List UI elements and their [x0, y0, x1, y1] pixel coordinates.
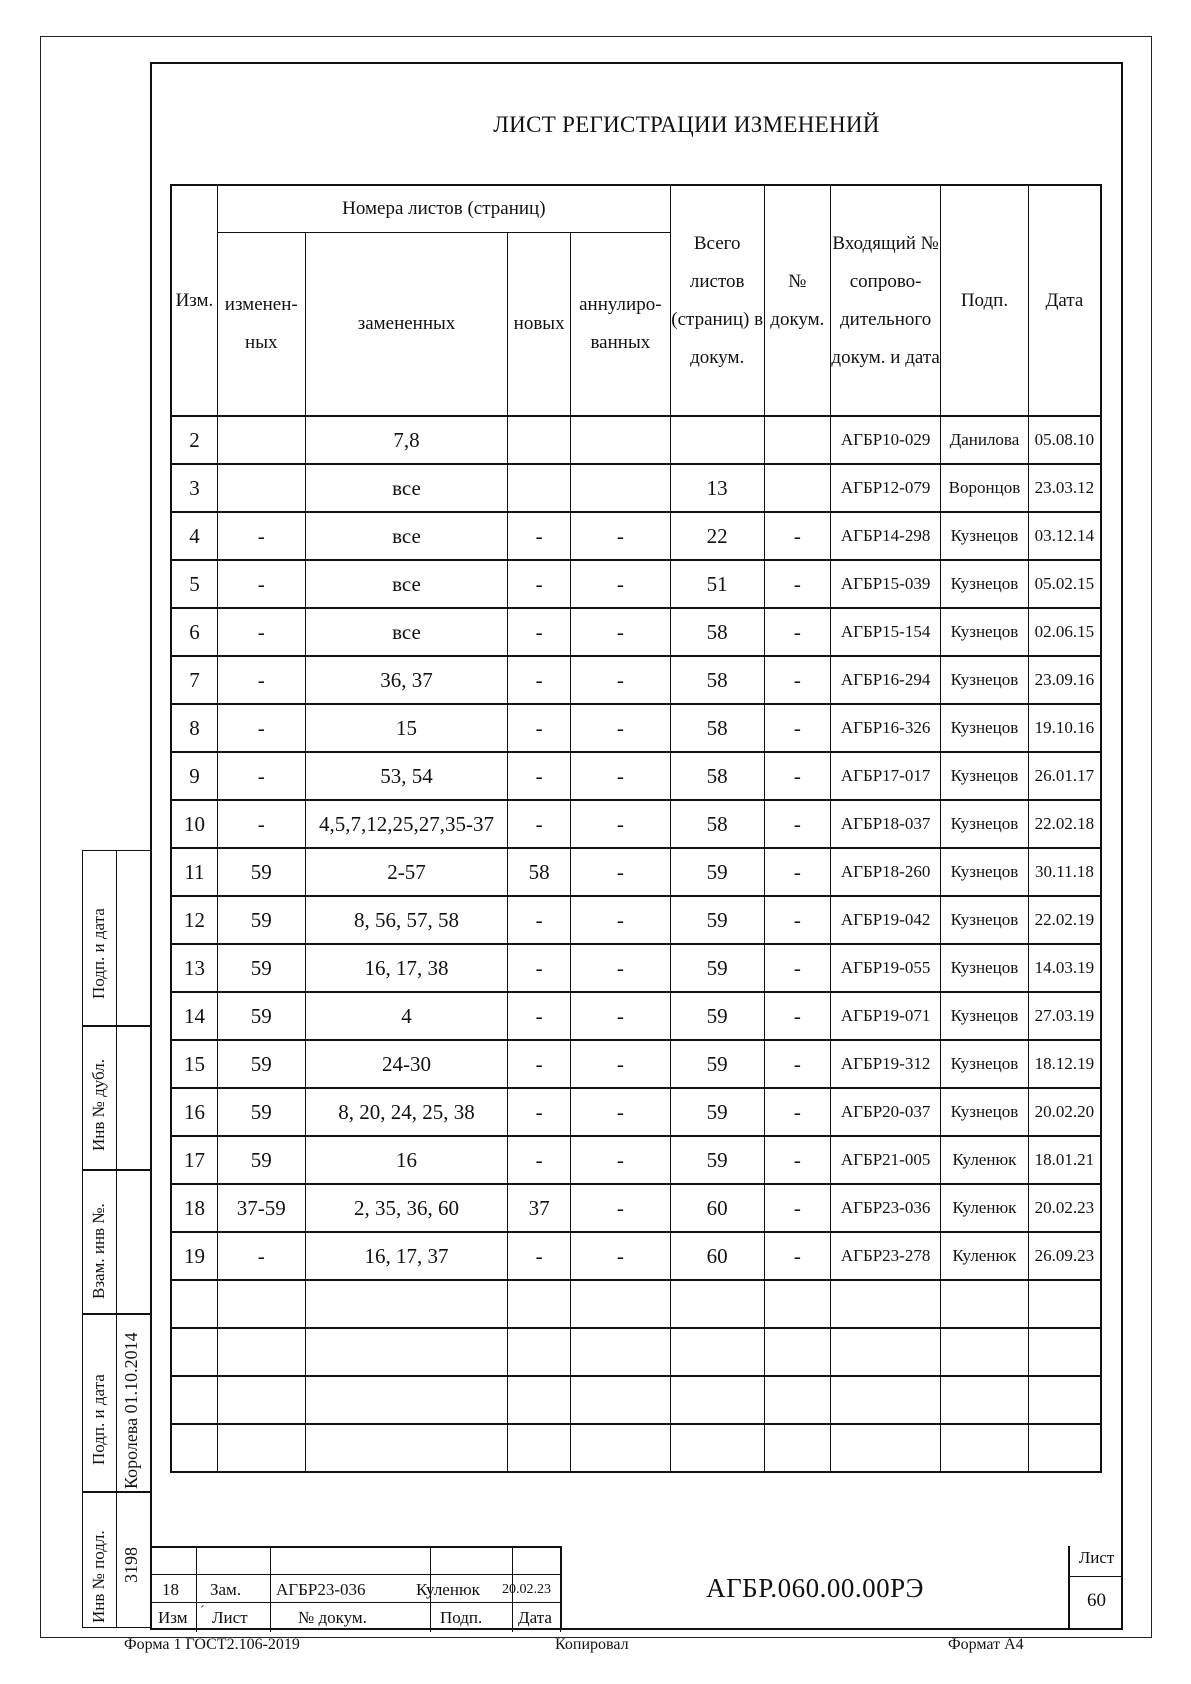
cell-changed: -	[217, 608, 305, 656]
sheet-label: Лист	[1078, 1548, 1115, 1567]
cell-annulled	[570, 1424, 670, 1472]
cell-new: -	[508, 944, 571, 992]
side-label-podp-data-top: Подп. и дата	[89, 908, 108, 999]
cell-date: 19.10.16	[1028, 704, 1101, 752]
cell-replaced: 8, 20, 24, 25, 38	[305, 1088, 508, 1136]
cell-docnum	[764, 416, 831, 464]
cell-incoming: АГБР15-154	[831, 608, 941, 656]
cell-incoming	[831, 1280, 941, 1328]
header-docnum: № докум.	[764, 185, 831, 416]
cell-changed: -	[217, 704, 305, 752]
side-label-podp-data-bottom: Подп. и дата	[89, 1374, 108, 1465]
cell-new: -	[508, 512, 571, 560]
cell-docnum: -	[764, 512, 831, 560]
sheet-number: 60	[1087, 1590, 1106, 1611]
cell-date: 20.02.20	[1028, 1088, 1101, 1136]
cell-replaced: 16	[305, 1136, 508, 1184]
cell-incoming	[831, 1328, 941, 1376]
cell-docnum: -	[764, 1184, 831, 1232]
cell-docnum	[764, 1328, 831, 1376]
cell-changed: 59	[217, 896, 305, 944]
header-incoming: Входящий № сопрово-дительного докум. и дата	[831, 185, 941, 416]
cell-total	[670, 1328, 764, 1376]
cell-incoming	[831, 1424, 941, 1472]
cell-izm: 6	[171, 608, 217, 656]
cell-docnum: -	[764, 1040, 831, 1088]
header-changed: изменен-ных	[217, 233, 305, 417]
cell-docnum: -	[764, 560, 831, 608]
cell-izm: 7	[171, 656, 217, 704]
cell-izm: 15	[171, 1040, 217, 1088]
cell-incoming	[831, 1376, 941, 1424]
cell-incoming: АГБР19-055	[831, 944, 941, 992]
cell-annulled: -	[570, 1040, 670, 1088]
cell-annulled: -	[570, 944, 670, 992]
cell-annulled: -	[570, 992, 670, 1040]
cell-new: -	[508, 656, 571, 704]
cell-new: -	[508, 1136, 571, 1184]
page-title: ЛИСТ РЕГИСТРАЦИИ ИЗМЕНЕНИЙ	[493, 112, 880, 137]
table-row	[171, 560, 1101, 608]
cell-changed	[217, 464, 305, 512]
side-label-inv-podl: Инв № подл.	[89, 1530, 108, 1623]
cell-sign	[941, 1328, 1029, 1376]
cell-izm: 9	[171, 752, 217, 800]
cell-new: -	[508, 560, 571, 608]
cell-replaced: все	[305, 560, 508, 608]
cell-annulled	[570, 1280, 670, 1328]
header-izm: Изм.	[171, 185, 217, 416]
table-row	[171, 752, 1101, 800]
cell-date: 26.01.17	[1028, 752, 1101, 800]
cell-incoming: АГБР23-278	[831, 1232, 941, 1280]
cell-sign: Кузнецов	[941, 896, 1029, 944]
cell-docnum	[764, 464, 831, 512]
cell-total: 22	[670, 512, 764, 560]
cell-date: 23.03.12	[1028, 464, 1101, 512]
tb-date-label: Дата	[518, 1608, 552, 1627]
cell-sign: Кузнецов	[941, 512, 1029, 560]
cell-new: -	[508, 704, 571, 752]
cell-izm: 18	[171, 1184, 217, 1232]
cell-docnum: -	[764, 704, 831, 752]
change-registration-table	[170, 184, 1102, 1473]
tb-list-label: Лист	[212, 1608, 248, 1627]
cell-new: -	[508, 1232, 571, 1280]
title-block	[150, 1546, 1123, 1630]
cell-new: -	[508, 1040, 571, 1088]
footer-form: Форма 1 ГОСТ2.106-2019	[124, 1636, 300, 1653]
cell-sign: Кузнецов	[941, 1040, 1029, 1088]
cell-izm: 13	[171, 944, 217, 992]
cell-annulled: -	[570, 752, 670, 800]
cell-changed: -	[217, 752, 305, 800]
cell-annulled: -	[570, 1184, 670, 1232]
cell-date: 14.03.19	[1028, 944, 1101, 992]
cell-sign: Кузнецов	[941, 752, 1029, 800]
cell-sign: Воронцов	[941, 464, 1029, 512]
cell-annulled	[570, 1328, 670, 1376]
cell-date: 20.02.23	[1028, 1184, 1101, 1232]
cell-replaced: 16, 17, 38	[305, 944, 508, 992]
cell-incoming: АГБР16-294	[831, 656, 941, 704]
cell-new: 58	[508, 848, 571, 896]
tb-sign-value: Куленюк	[416, 1580, 480, 1599]
cell-date: 03.12.14	[1028, 512, 1101, 560]
table-row	[171, 656, 1101, 704]
cell-new: 37	[508, 1184, 571, 1232]
cell-replaced: 24-30	[305, 1040, 508, 1088]
cell-date: 22.02.18	[1028, 800, 1101, 848]
cell-incoming: АГБР10-029	[831, 416, 941, 464]
table-row	[171, 1184, 1101, 1232]
cell-izm: 16	[171, 1088, 217, 1136]
cell-changed: -	[217, 656, 305, 704]
cell-replaced: 4	[305, 992, 508, 1040]
cell-date: 26.09.23	[1028, 1232, 1101, 1280]
cell-izm	[171, 1376, 217, 1424]
cell-sign: Кузнецов	[941, 1088, 1029, 1136]
cell-total: 59	[670, 944, 764, 992]
cell-docnum: -	[764, 992, 831, 1040]
cell-total	[670, 1424, 764, 1472]
cell-replaced: 53, 54	[305, 752, 508, 800]
cell-docnum	[764, 1424, 831, 1472]
cell-docnum: -	[764, 1136, 831, 1184]
cell-izm: 4	[171, 512, 217, 560]
cell-new: -	[508, 1088, 571, 1136]
cell-replaced: 15	[305, 704, 508, 752]
footer-format: Формат А4	[948, 1636, 1024, 1653]
cell-annulled: -	[570, 704, 670, 752]
cell-sign	[941, 1424, 1029, 1472]
header-sign: Подп.	[941, 185, 1029, 416]
cell-annulled: -	[570, 1232, 670, 1280]
cell-docnum	[764, 1376, 831, 1424]
cell-new	[508, 416, 571, 464]
side-value-podp-data: Королева 01.10.2014	[121, 1332, 141, 1489]
cell-new	[508, 1328, 571, 1376]
cell-docnum: -	[764, 608, 831, 656]
cell-date: 18.01.21	[1028, 1136, 1101, 1184]
tb-sign-label: Подп.	[440, 1608, 483, 1627]
table-row	[171, 1232, 1101, 1280]
cell-izm: 19	[171, 1232, 217, 1280]
cell-date: 05.02.15	[1028, 560, 1101, 608]
cell-docnum: -	[764, 896, 831, 944]
cell-docnum: -	[764, 752, 831, 800]
cell-date: 18.12.19	[1028, 1040, 1101, 1088]
header-new: новых	[508, 233, 571, 417]
tb-date-value: 20.02.23	[502, 1582, 551, 1597]
cell-sign	[941, 1376, 1029, 1424]
header-annulled: аннулиро-ванных	[570, 233, 670, 417]
cell-changed: -	[217, 512, 305, 560]
table-row	[171, 800, 1101, 848]
cell-annulled: -	[570, 560, 670, 608]
cell-total: 60	[670, 1184, 764, 1232]
cell-annulled: -	[570, 1088, 670, 1136]
cell-changed	[217, 1280, 305, 1328]
table-row	[171, 1040, 1101, 1088]
cell-sign: Кузнецов	[941, 992, 1029, 1040]
cell-incoming: АГБР15-039	[831, 560, 941, 608]
cell-total: 51	[670, 560, 764, 608]
cell-new	[508, 1424, 571, 1472]
cell-total: 58	[670, 704, 764, 752]
tb-list-value: Зам.	[210, 1580, 242, 1599]
cell-new: -	[508, 752, 571, 800]
table-row	[171, 608, 1101, 656]
cell-sign: Кузнецов	[941, 704, 1029, 752]
cell-changed: 59	[217, 992, 305, 1040]
table-row	[171, 1088, 1101, 1136]
cell-sign: Куленюк	[941, 1136, 1029, 1184]
cell-incoming: АГБР19-312	[831, 1040, 941, 1088]
table-row	[171, 1328, 1101, 1376]
cell-incoming: АГБР20-037	[831, 1088, 941, 1136]
cell-sign: Кузнецов	[941, 656, 1029, 704]
table-row	[171, 512, 1101, 560]
cell-date: 23.09.16	[1028, 656, 1101, 704]
header-total: Всего листов (страниц) в докум.	[670, 185, 764, 416]
table-row	[171, 1376, 1101, 1424]
cell-new: -	[508, 800, 571, 848]
cell-new: -	[508, 608, 571, 656]
cell-annulled: -	[570, 1136, 670, 1184]
cell-changed	[217, 1376, 305, 1424]
table-row	[171, 1280, 1101, 1328]
cell-date	[1028, 1376, 1101, 1424]
cell-izm	[171, 1328, 217, 1376]
cell-izm: 2	[171, 416, 217, 464]
cell-total	[670, 1376, 764, 1424]
cell-docnum: -	[764, 1088, 831, 1136]
header-replaced: замененных	[305, 233, 508, 417]
cell-total: 59	[670, 896, 764, 944]
cell-total: 59	[670, 1040, 764, 1088]
cell-changed	[217, 1328, 305, 1376]
cell-annulled: -	[570, 608, 670, 656]
cell-incoming: АГБР14-298	[831, 512, 941, 560]
header-date: Дата	[1028, 185, 1101, 416]
cell-sign: Куленюк	[941, 1232, 1029, 1280]
cell-replaced: 4,5,7,12,25,27,35-37	[305, 800, 508, 848]
cell-changed: -	[217, 1232, 305, 1280]
cell-new	[508, 1280, 571, 1328]
cell-replaced: 8, 56, 57, 58	[305, 896, 508, 944]
cell-docnum: -	[764, 656, 831, 704]
cell-replaced: 2-57	[305, 848, 508, 896]
cell-replaced: 16, 17, 37	[305, 1232, 508, 1280]
table-row	[171, 896, 1101, 944]
cell-incoming: АГБР17-017	[831, 752, 941, 800]
cell-izm	[171, 1424, 217, 1472]
cell-annulled: -	[570, 848, 670, 896]
side-label-inv-dubl: Инв № дубл.	[89, 1058, 108, 1151]
table-row	[171, 464, 1101, 512]
cell-total: 60	[670, 1232, 764, 1280]
cell-changed: -	[217, 560, 305, 608]
cell-total	[670, 1280, 764, 1328]
footer-copied: Копировал	[555, 1636, 629, 1653]
cell-changed: 59	[217, 1136, 305, 1184]
cell-changed: 59	[217, 848, 305, 896]
cell-annulled: -	[570, 800, 670, 848]
table-row	[171, 1424, 1101, 1472]
cell-izm: 12	[171, 896, 217, 944]
cell-date	[1028, 1328, 1101, 1376]
cell-annulled	[570, 416, 670, 464]
cell-sign: Кузнецов	[941, 800, 1029, 848]
cell-changed	[217, 1424, 305, 1472]
cell-changed: 37-59	[217, 1184, 305, 1232]
cell-changed: 59	[217, 1040, 305, 1088]
side-value-inv-podl: 3198	[121, 1547, 141, 1583]
cell-incoming: АГБР19-042	[831, 896, 941, 944]
cell-izm	[171, 1280, 217, 1328]
tb-doc-label: № докум.	[298, 1608, 367, 1627]
cell-total: 58	[670, 752, 764, 800]
cell-date: 27.03.19	[1028, 992, 1101, 1040]
cell-docnum: -	[764, 944, 831, 992]
cell-changed	[217, 416, 305, 464]
cell-incoming: АГБР12-079	[831, 464, 941, 512]
cell-total	[670, 416, 764, 464]
cell-incoming: АГБР19-071	[831, 992, 941, 1040]
cell-total: 59	[670, 848, 764, 896]
cell-izm: 17	[171, 1136, 217, 1184]
tb-tick: ´	[200, 1604, 205, 1619]
cell-sign: Данилова	[941, 416, 1029, 464]
cell-new: -	[508, 992, 571, 1040]
cell-new	[508, 1376, 571, 1424]
cell-incoming: АГБР21-005	[831, 1136, 941, 1184]
cell-annulled: -	[570, 512, 670, 560]
cell-date	[1028, 1280, 1101, 1328]
cell-sign	[941, 1280, 1029, 1328]
cell-total: 13	[670, 464, 764, 512]
cell-sign: Кузнецов	[941, 560, 1029, 608]
tb-izm-value: 18	[162, 1580, 179, 1599]
cell-total: 59	[670, 1136, 764, 1184]
cell-docnum: -	[764, 848, 831, 896]
cell-izm: 11	[171, 848, 217, 896]
title-block-grid	[150, 1546, 562, 1630]
table-row	[171, 992, 1101, 1040]
cell-incoming: АГБР16-326	[831, 704, 941, 752]
cell-annulled	[570, 1376, 670, 1424]
table-row	[171, 848, 1101, 896]
cell-sign: Кузнецов	[941, 608, 1029, 656]
cell-sign: Куленюк	[941, 1184, 1029, 1232]
cell-changed: -	[217, 800, 305, 848]
cell-izm: 5	[171, 560, 217, 608]
cell-annulled: -	[570, 656, 670, 704]
cell-new: -	[508, 896, 571, 944]
cell-replaced: все	[305, 464, 508, 512]
cell-date: 30.11.18	[1028, 848, 1101, 896]
cell-replaced	[305, 1376, 508, 1424]
cell-date	[1028, 1424, 1101, 1472]
cell-date: 05.08.10	[1028, 416, 1101, 464]
cell-replaced	[305, 1424, 508, 1472]
cell-replaced: все	[305, 608, 508, 656]
cell-changed: 59	[217, 944, 305, 992]
side-label-vzam-inv: Взам. инв №.	[89, 1203, 108, 1299]
tb-doc-value: АГБР23-036	[276, 1580, 366, 1599]
cell-replaced: 7,8	[305, 416, 508, 464]
table-rows	[171, 416, 1101, 1472]
cell-replaced	[305, 1280, 508, 1328]
table-row	[171, 1136, 1101, 1184]
tb-izm-label: Изм	[158, 1608, 188, 1627]
cell-date: 22.02.19	[1028, 896, 1101, 944]
cell-izm: 10	[171, 800, 217, 848]
table-row	[171, 416, 1101, 464]
side-stamp	[82, 850, 150, 1628]
document-code: АГБР.060.00.00РЭ	[706, 1572, 924, 1603]
cell-date: 02.06.15	[1028, 608, 1101, 656]
cell-total: 59	[670, 1088, 764, 1136]
cell-changed: 59	[217, 1088, 305, 1136]
cell-incoming: АГБР18-037	[831, 800, 941, 848]
cell-izm: 3	[171, 464, 217, 512]
table-row	[171, 704, 1101, 752]
cell-annulled	[570, 464, 670, 512]
cell-replaced: 2, 35, 36, 60	[305, 1184, 508, 1232]
cell-replaced	[305, 1328, 508, 1376]
cell-izm: 14	[171, 992, 217, 1040]
cell-incoming: АГБР23-036	[831, 1184, 941, 1232]
cell-total: 59	[670, 992, 764, 1040]
cell-sign: Кузнецов	[941, 848, 1029, 896]
header-sheet-numbers: Номера листов (страниц)	[217, 185, 670, 233]
cell-docnum: -	[764, 1232, 831, 1280]
cell-incoming: АГБР18-260	[831, 848, 941, 896]
side-divider	[116, 850, 117, 1628]
cell-replaced: все	[305, 512, 508, 560]
cell-total: 58	[670, 656, 764, 704]
cell-docnum: -	[764, 800, 831, 848]
cell-annulled: -	[570, 896, 670, 944]
cell-docnum	[764, 1280, 831, 1328]
sheet-box	[1068, 1546, 1123, 1630]
cell-replaced: 36, 37	[305, 656, 508, 704]
table-row	[171, 944, 1101, 992]
cell-sign: Кузнецов	[941, 944, 1029, 992]
cell-total: 58	[670, 608, 764, 656]
cell-total: 58	[670, 800, 764, 848]
cell-izm: 8	[171, 704, 217, 752]
cell-new	[508, 464, 571, 512]
